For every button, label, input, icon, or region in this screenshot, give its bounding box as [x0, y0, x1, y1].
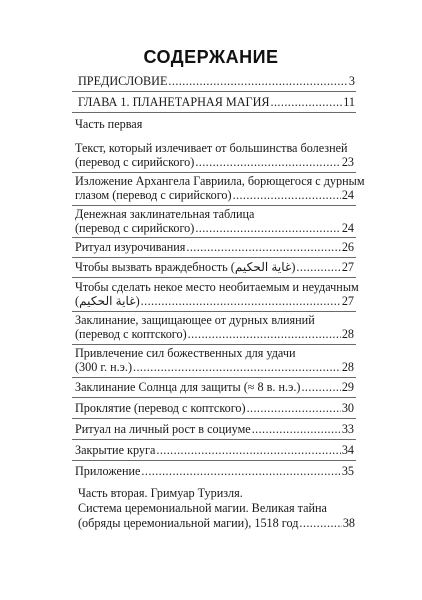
- toc-item-line: Текст, который излечивает от большинства болезней: [75, 141, 348, 155]
- leader-dots: [301, 380, 340, 394]
- toc-page-number: 28: [341, 327, 354, 341]
- page-title: СОДЕРЖАНИЕ: [143, 47, 279, 67]
- divider: [72, 344, 356, 345]
- divider: [72, 237, 356, 238]
- leader-dots: [299, 516, 341, 530]
- toc-item-line: Заклинание, защищающее от дурных влияний: [75, 313, 315, 327]
- toc-item[interactable]: [75, 294, 354, 308]
- leader-dots: [141, 294, 341, 308]
- toc-item-line: Денежная заклинательная таблица: [75, 207, 255, 221]
- toc-item[interactable]: [75, 422, 354, 436]
- toc-entry-text: (обряды церемониальной магии), 1518 год: [78, 516, 299, 530]
- toc-item-text: (300 г. н.э.): [75, 360, 133, 374]
- toc-item[interactable]: [75, 221, 354, 235]
- toc-item-text: Ритуал изурочивания: [75, 240, 186, 254]
- toc-page-number: 27: [341, 294, 354, 308]
- divider: [72, 91, 356, 92]
- toc-item-text: Закрытие круга: [75, 443, 156, 457]
- leader-dots: [186, 240, 340, 254]
- toc-page-number: 3: [348, 74, 355, 88]
- leader-dots: [247, 401, 341, 415]
- leader-dots: [141, 464, 340, 478]
- toc-page-number: 34: [341, 443, 354, 457]
- toc-item[interactable]: [75, 464, 354, 478]
- toc-item[interactable]: [75, 360, 354, 374]
- toc-item-text: (перевод с сирийского): [75, 155, 195, 169]
- toc-entry-chapter-1[interactable]: [78, 95, 355, 109]
- toc-item-line: Чтобы сделать некое место необитаемым и неудачным: [75, 280, 359, 294]
- toc-item[interactable]: [75, 188, 354, 202]
- toc-item[interactable]: [75, 380, 354, 394]
- divider: [72, 418, 356, 419]
- leader-dots: [252, 422, 341, 436]
- toc-item-text: Проклятие (перевод с коптского): [75, 401, 246, 415]
- toc-item[interactable]: [75, 401, 354, 415]
- leader-dots: [133, 360, 341, 374]
- toc-item-text: (перевод с коптского): [75, 327, 187, 341]
- divider: [72, 257, 356, 258]
- toc-page-number: 35: [341, 464, 354, 478]
- toc-item[interactable]: [75, 240, 354, 254]
- toc-item-line: Привлечение сил божественных для удачи: [75, 346, 296, 360]
- leader-dots: [156, 443, 340, 457]
- divider: [72, 277, 356, 278]
- toc-item-text: (перевод с сирийского): [75, 221, 195, 235]
- divider: [72, 205, 356, 206]
- toc-item[interactable]: [75, 443, 354, 457]
- divider: [72, 311, 356, 312]
- leader-dots: [271, 95, 343, 109]
- toc-entry-text: ПРЕДИСЛОВИЕ: [78, 74, 168, 88]
- divider: [72, 397, 356, 398]
- toc-page-number: 24: [341, 221, 354, 235]
- part-two-line: Часть вторая. Гримуар Туризля.: [78, 486, 243, 500]
- toc-page-number: 29: [341, 380, 354, 394]
- divider: [72, 112, 356, 113]
- toc-page-number: 27: [341, 260, 354, 274]
- part-one-label: Часть первая: [75, 117, 143, 131]
- divider: [72, 377, 356, 378]
- toc-page-number: 30: [341, 401, 354, 415]
- toc-item-text: (غاية الحكيم): [75, 294, 140, 308]
- leader-dots: [233, 188, 341, 202]
- divider: [72, 172, 356, 173]
- toc-page-number: 38: [342, 516, 355, 530]
- divider: [72, 439, 356, 440]
- toc-item-text: Ритуал на личный рост в социуме: [75, 422, 251, 436]
- toc-item-text: Заклинание Солнца для защиты (≈ 8 в. н.э.): [75, 380, 301, 394]
- toc-item[interactable]: [75, 260, 354, 274]
- toc-item-text: глазом (перевод с сирийского): [75, 188, 232, 202]
- toc-entry-preface[interactable]: [78, 74, 355, 88]
- leader-dots: [195, 221, 340, 235]
- toc-page-number: 23: [341, 155, 354, 169]
- divider: [72, 460, 356, 461]
- toc-page-number: 28: [341, 360, 354, 374]
- toc-item-text: Приложение: [75, 464, 141, 478]
- toc-page-number: 33: [341, 422, 354, 436]
- toc-page-number: 26: [341, 240, 354, 254]
- leader-dots: [168, 74, 347, 88]
- toc-item-text: Чтобы вызвать враждебность (غاية الحكيم): [75, 260, 296, 274]
- leader-dots: [296, 260, 340, 274]
- toc-item[interactable]: [75, 155, 354, 169]
- toc-page-number: 11: [343, 95, 355, 109]
- toc-entry-text: ГЛАВА 1. ПЛАНЕТАРНАЯ МАГИЯ: [78, 95, 270, 109]
- leader-dots: [188, 327, 341, 341]
- toc-page-number: 24: [341, 188, 354, 202]
- toc-item-line: Изложение Архангела Гавриила, борющегося с дурным: [75, 174, 365, 188]
- part-two-line: Система церемониальной магии. Великая тайна: [78, 501, 327, 515]
- toc-entry-part-two[interactable]: [78, 516, 355, 530]
- leader-dots: [195, 155, 340, 169]
- toc-item[interactable]: [75, 327, 354, 341]
